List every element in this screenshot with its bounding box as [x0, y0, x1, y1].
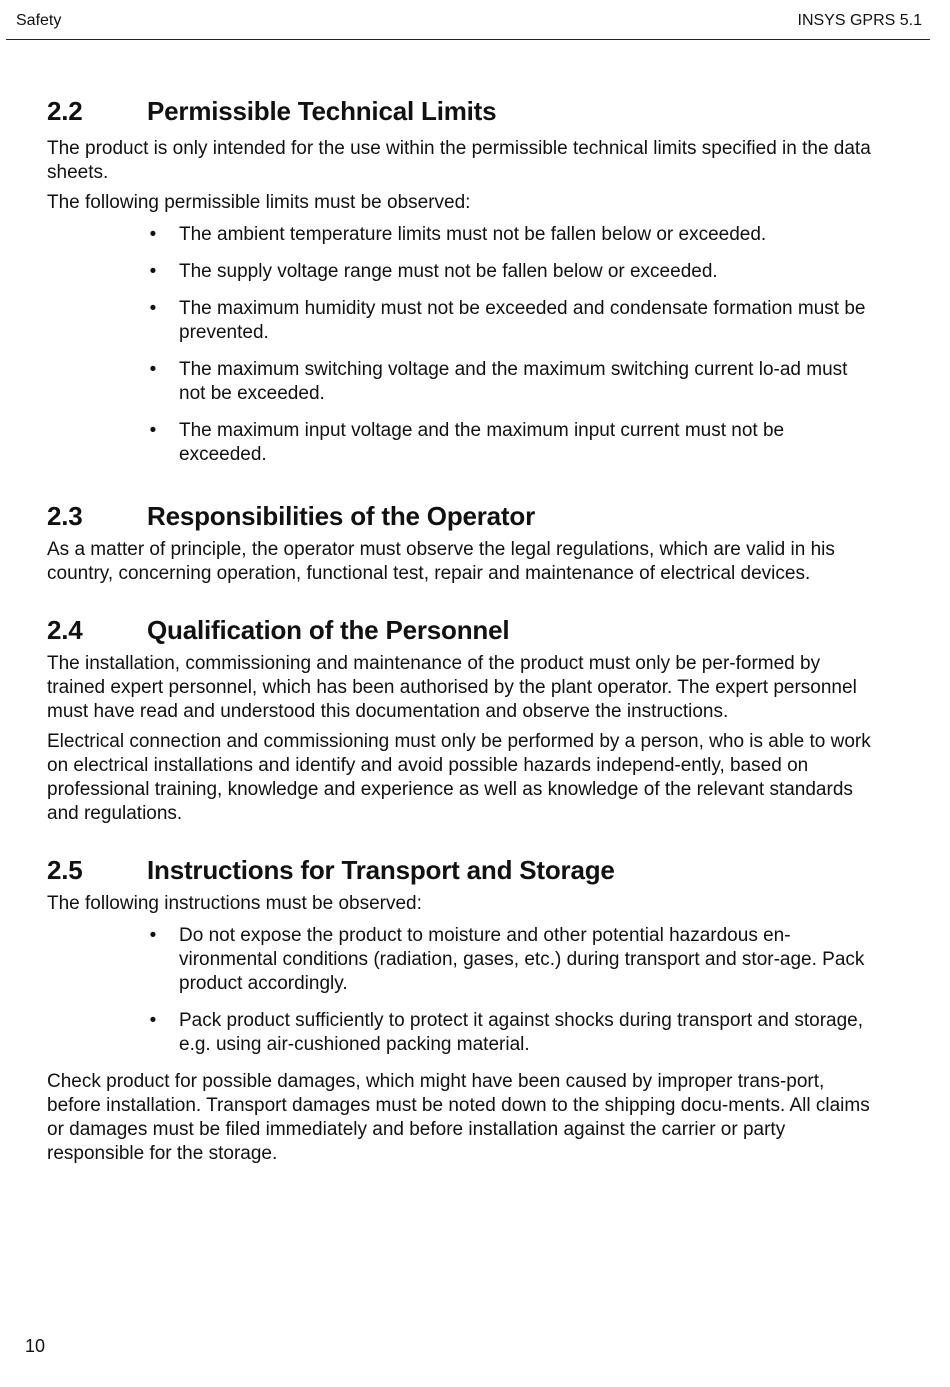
list-item	[147, 419, 877, 467]
section-number: 2.2	[47, 96, 83, 126]
page-number: 10	[25, 1336, 46, 1356]
bullet-icon: •	[149, 925, 157, 946]
list-item-text: The ambient temperature limits must not be fallen below or exceeded.	[179, 224, 767, 245]
paragraph: Electrical connection and commissioning must only be performed by a person, who is able to work on electrical installations and identify and avoid possible hazards independ-ently, based on professional training, knowledge and experience as well as knowledge of the relevant standards and regulations.	[47, 731, 871, 824]
list-item-text: Pack product sufficiently to protect it against shocks during transport and storage, e.g. using air-cushioned packing material.	[179, 1010, 864, 1055]
paragraph: The installation, commissioning and maintenance of the product must only be per-formed by trained expert personnel, which has been authorised by the plant operator. The expert personnel must have read and understood this documentation and observe the instructions.	[47, 653, 857, 722]
header-chapter: Safety	[16, 12, 62, 29]
list-item-text: The maximum switching voltage and the maximum switching current lo-ad must not be exceeded.	[179, 359, 848, 404]
list-item	[147, 924, 877, 996]
paragraph: The following instructions must be observed:	[47, 893, 422, 914]
bullet-icon: •	[149, 261, 157, 282]
list-item-text: The maximum humidity must not be exceeded and condensate formation must be prevented.	[179, 298, 866, 343]
paragraph: The product is only intended for the use within the permissible technical limits specified in the data sheets.	[47, 138, 871, 183]
paragraph: As a matter of principle, the operator must observe the legal regulations, which are valid in his country, concerning operation, functional test, repair and maintenance of electrical devices.	[47, 539, 835, 584]
list-item	[147, 1009, 877, 1057]
paragraph: Check product for possible damages, which might have been caused by improper trans-port, before installation. Transport damages must be noted down to the shipping docu-ments. All claims or damages must be filed immediately and before installation against the carrier or party responsible for the storage.	[47, 1071, 870, 1164]
bullet-icon: •	[149, 224, 157, 245]
section-title: Qualification of the Personnel	[147, 615, 510, 645]
section-heading-2-2	[47, 95, 877, 127]
bullet-icon: •	[149, 359, 157, 380]
section-number: 2.3	[47, 501, 83, 531]
bullet-icon: •	[149, 1010, 157, 1031]
paragraph: The following permissible limits must be observed:	[47, 192, 471, 213]
list-item	[147, 223, 877, 247]
bullet-list	[147, 223, 877, 467]
section-title: Permissible Technical Limits	[147, 96, 497, 126]
list-item-text: The supply voltage range must not be fallen below or exceeded.	[179, 261, 718, 282]
list-item-text: Do not expose the product to moisture and other potential hazardous en-vironmental conditions (radiation, gases, etc.) during transport and stor-age. Pack product accordingly.	[179, 925, 865, 994]
section-heading-2-3	[47, 500, 877, 532]
section-heading-2-4	[47, 614, 877, 646]
bullet-list	[147, 924, 877, 1057]
section-title: Responsibilities of the Operator	[147, 501, 535, 531]
section-heading-2-5	[47, 854, 877, 886]
list-item-text: The maximum input voltage and the maximum input current must not be exceeded.	[179, 420, 785, 465]
header-product: INSYS GPRS 5.1	[797, 12, 922, 29]
list-item	[147, 358, 877, 406]
bullet-icon: •	[149, 420, 157, 441]
page-content	[47, 95, 877, 1166]
list-item	[147, 260, 877, 284]
list-item	[147, 297, 877, 345]
bullet-icon: •	[149, 298, 157, 319]
section-number: 2.5	[47, 855, 83, 885]
section-number: 2.4	[47, 615, 83, 645]
page-header	[6, 10, 930, 40]
section-title: Instructions for Transport and Storage	[147, 855, 615, 885]
